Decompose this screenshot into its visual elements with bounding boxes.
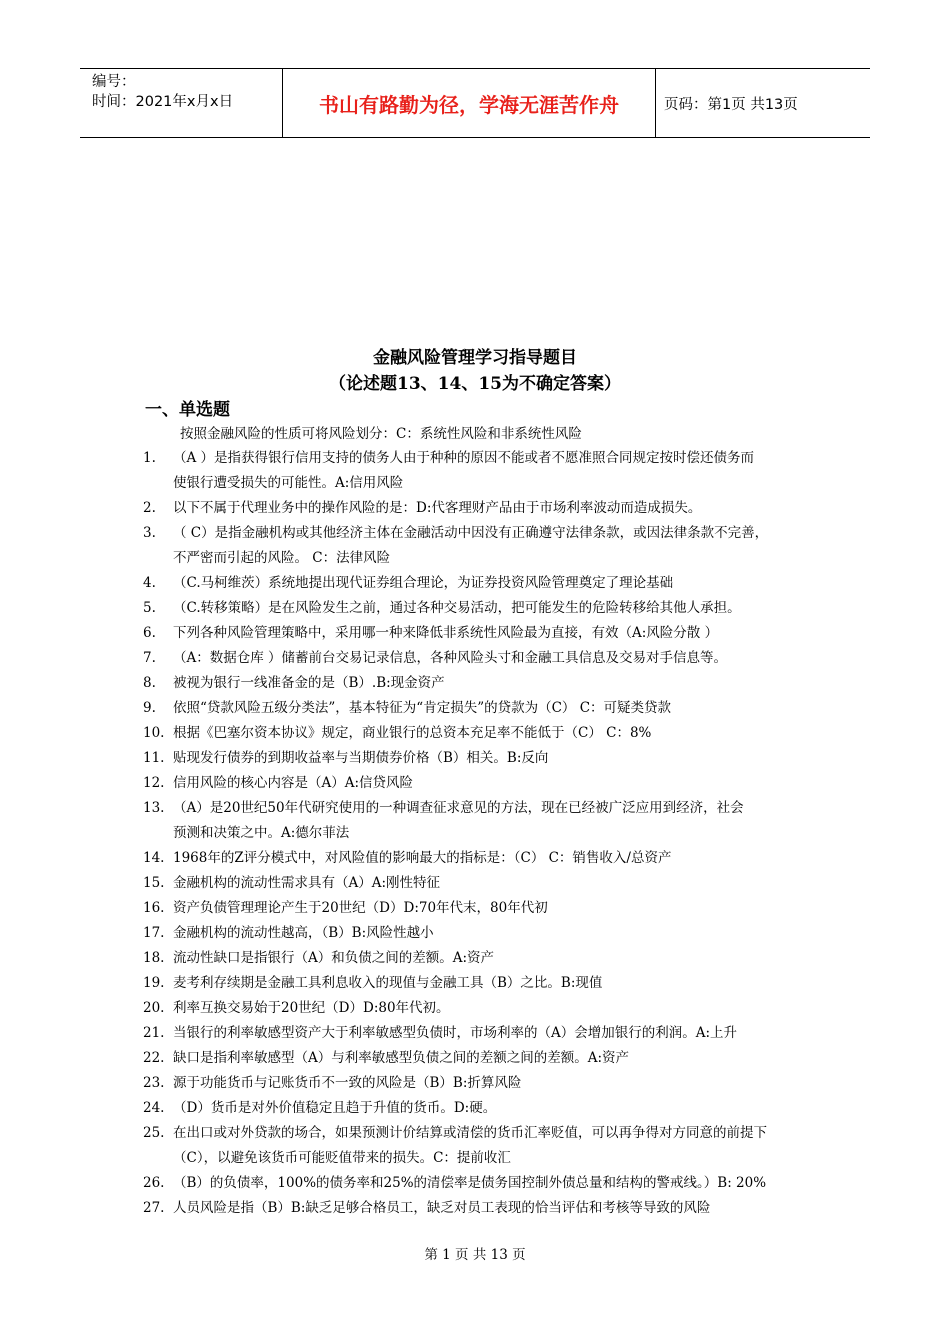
question-line: 缺口是指利率敏感型（A）与利率敏感型负债之间的差额之间的差额。A:资产 <box>173 1050 630 1066</box>
question-item <box>143 1046 823 1071</box>
document-title: 金融风险管理学习指导题目 <box>373 348 577 368</box>
document-subtitle: （论述题13、14、15为不确定答案） <box>329 374 621 394</box>
question-line: 贴现发行债券的到期收益率与当期债券价格（B）相关。B:反向 <box>173 750 549 766</box>
question-text <box>173 1046 823 1071</box>
question-number: 17. <box>143 925 165 941</box>
date-label: 时间：2021年x月x日 <box>92 94 234 110</box>
question-number: 21. <box>143 1025 165 1041</box>
question-text <box>173 1196 823 1221</box>
question-item <box>143 621 823 646</box>
question-item <box>143 896 823 921</box>
question-number: 3. <box>143 525 156 541</box>
question-line: 利率互换交易始于20世纪（D）D:80年代初。 <box>173 1000 450 1016</box>
question-item <box>143 696 823 721</box>
question-text <box>173 871 823 896</box>
question-text <box>173 996 823 1021</box>
question-number: 20. <box>143 1000 165 1016</box>
question-number: 22. <box>143 1050 165 1066</box>
question-item <box>143 646 823 671</box>
question-item <box>143 1071 823 1096</box>
question-number: 18. <box>143 950 165 966</box>
question-item <box>143 796 823 846</box>
section-heading: 一、单选题 <box>145 400 230 420</box>
question-line: 下列各种风险管理策略中，采用哪一种来降低非系统性风险最为直接，有效（A:风险分散 ） <box>173 625 719 641</box>
question-line: 信用风险的核心内容是（A）A:信贷风险 <box>173 775 414 791</box>
question-line: （C.马柯维茨）系统地提出现代证券组合理论，为证券投资风险管理奠定了理论基础 <box>173 575 674 591</box>
question-text <box>173 746 823 771</box>
question-number: 10. <box>143 725 165 741</box>
question-text <box>173 1021 823 1046</box>
question-line: 金融机构的流动性需求具有（A）A:刚性特征 <box>173 875 441 891</box>
question-number: 5. <box>143 600 156 616</box>
question-number: 16. <box>143 900 165 916</box>
question-text <box>173 1121 823 1171</box>
question-text <box>173 646 823 671</box>
question-item <box>143 1021 823 1046</box>
question-number: 11. <box>143 750 165 766</box>
question-list <box>143 446 823 1221</box>
question-text <box>173 946 823 971</box>
question-item <box>143 446 823 496</box>
question-line: （C.转移策略）是在风险发生之前，通过各种交易活动，把可能发生的危险转移给其他人承担。 <box>173 600 741 616</box>
question-number: 27. <box>143 1200 165 1216</box>
question-text <box>173 671 823 696</box>
question-text <box>173 521 823 571</box>
question-line: 依照“贷款风险五级分类法”，基本特征为“肯定损失”的贷款为（C） C：可疑类贷款 <box>173 700 672 716</box>
intro-line: 按照金融风险的性质可将风险划分：C：系统性风险和非系统性风险 <box>180 426 582 442</box>
question-line: 流动性缺口是指银行（A）和负债之间的差额。A:资产 <box>173 950 495 966</box>
question-text <box>173 971 823 996</box>
question-text <box>173 796 823 846</box>
question-text <box>173 621 823 646</box>
question-item <box>143 671 823 696</box>
number-label: 编号： <box>92 74 136 90</box>
question-item <box>143 946 823 971</box>
header-motto: 书山有路勤为径，学海无涯苦作舟 <box>282 69 656 137</box>
question-number: 12. <box>143 775 165 791</box>
question-line: 在出口或对外贷款的场合，如果预测计价结算或清偿的货币汇率贬值，可以再争得对方同意的前提下 <box>173 1125 767 1141</box>
question-line: （B）的负债率，100%的债务率和25%的清偿率是债务国控制外债总量和结构的警戒线。）B: 20% <box>173 1175 767 1191</box>
question-number: 23. <box>143 1075 165 1091</box>
header-page-info: 页码：第1页 共13页 <box>664 96 798 113</box>
question-line: 资产负债管理理论产生于20世纪（D）D:70年代末，80年代初 <box>173 900 548 916</box>
question-text <box>173 1171 823 1196</box>
question-line: （A：数据仓库 ）储蓄前台交易记录信息，各种风险头寸和金融工具信息及交易对手信息等。 <box>173 650 728 666</box>
question-item <box>143 871 823 896</box>
question-line: （D）货币是对外价值稳定且趋于升值的货币。D:硬。 <box>173 1100 497 1116</box>
question-text <box>173 1096 823 1121</box>
question-number: 19. <box>143 975 165 991</box>
question-text <box>173 771 823 796</box>
question-line: （A）是20世纪50年代研究使用的一种调查征求意见的方法，现在已经被广泛应用到经济，社会 <box>173 800 744 816</box>
question-number: 25. <box>143 1125 165 1141</box>
question-text <box>173 896 823 921</box>
question-item <box>143 1121 823 1171</box>
question-text <box>173 696 823 721</box>
question-line: 以下不属于代理业务中的操作风险的是：D:代客理财产品由于市场利率波动而造成损失。 <box>173 500 702 516</box>
page-header <box>80 68 870 138</box>
question-text <box>173 571 823 596</box>
question-text <box>173 921 823 946</box>
question-number: 9. <box>143 700 156 716</box>
question-line: 1968年的Z评分模式中，对风险值的影响最大的指标是：（C） C：销售收入/总资产 <box>173 850 672 866</box>
question-item <box>143 721 823 746</box>
question-item <box>143 496 823 521</box>
question-line: 根据《巴塞尔资本协议》规定，商业银行的总资本充足率不能低于（C） C：8% <box>173 725 652 741</box>
question-number: 26. <box>143 1175 165 1191</box>
question-text <box>173 846 823 871</box>
question-number: 7. <box>143 650 156 666</box>
page-footer: 第 1 页 共 13 页 <box>424 1247 526 1263</box>
question-item <box>143 971 823 996</box>
question-item <box>143 1096 823 1121</box>
question-text <box>173 1071 823 1096</box>
question-item <box>143 596 823 621</box>
question-number: 15. <box>143 875 165 891</box>
question-number: 2. <box>143 500 156 516</box>
question-number: 1. <box>143 450 156 466</box>
question-line: 预测和决策之中。A:德尔菲法 <box>173 825 350 841</box>
question-number: 6. <box>143 625 156 641</box>
question-number: 13. <box>143 800 165 816</box>
question-line: （ C）是指金融机构或其他经济主体在金融活动中因没有正确遵守法律条款，或因法律条款不完善， <box>173 525 769 541</box>
question-item <box>143 996 823 1021</box>
question-text <box>173 596 823 621</box>
question-item <box>143 1171 823 1196</box>
question-number: 8. <box>143 675 156 691</box>
question-line: 人员风险是指（B）B:缺乏足够合格员工，缺乏对员工表现的恰当评估和考核等导致的风险 <box>173 1200 711 1216</box>
question-text <box>173 446 823 496</box>
question-line: 源于功能货币与记账货币不一致的风险是（B）B:折算风险 <box>173 1075 522 1091</box>
question-line: （C），以避免该货币可能贬值带来的损失。C：提前收汇 <box>173 1150 511 1166</box>
header-meta <box>80 69 282 137</box>
question-item <box>143 921 823 946</box>
question-line: 麦考利存续期是金融工具利息收入的现值与金融工具（B）之比。B:现值 <box>173 975 603 991</box>
question-item <box>143 771 823 796</box>
question-number: 14. <box>143 850 165 866</box>
question-line: 使银行遭受损失的可能性。A:信用风险 <box>173 475 404 491</box>
question-line: 金融机构的流动性越高，（B）B:风险性越小 <box>173 925 434 941</box>
question-item <box>143 571 823 596</box>
question-line: 不严密而引起的风险。 C：法律风险 <box>173 550 391 566</box>
question-line: （A ）是指获得银行信用支持的债务人由于种种的原因不能或者不愿准照合同规定按时偿还债务而 <box>173 450 755 466</box>
question-text <box>173 721 823 746</box>
question-text <box>173 496 823 521</box>
question-number: 24. <box>143 1100 165 1116</box>
question-item <box>143 1196 823 1221</box>
question-line: 被视为银行一线准备金的是（B）.B:现金资产 <box>173 675 445 691</box>
question-item <box>143 521 823 571</box>
question-number: 4. <box>143 575 156 591</box>
question-item <box>143 846 823 871</box>
question-item <box>143 746 823 771</box>
question-line: 当银行的利率敏感型资产大于利率敏感型负债时，市场利率的（A）会增加银行的利润。A:上升 <box>173 1025 738 1041</box>
